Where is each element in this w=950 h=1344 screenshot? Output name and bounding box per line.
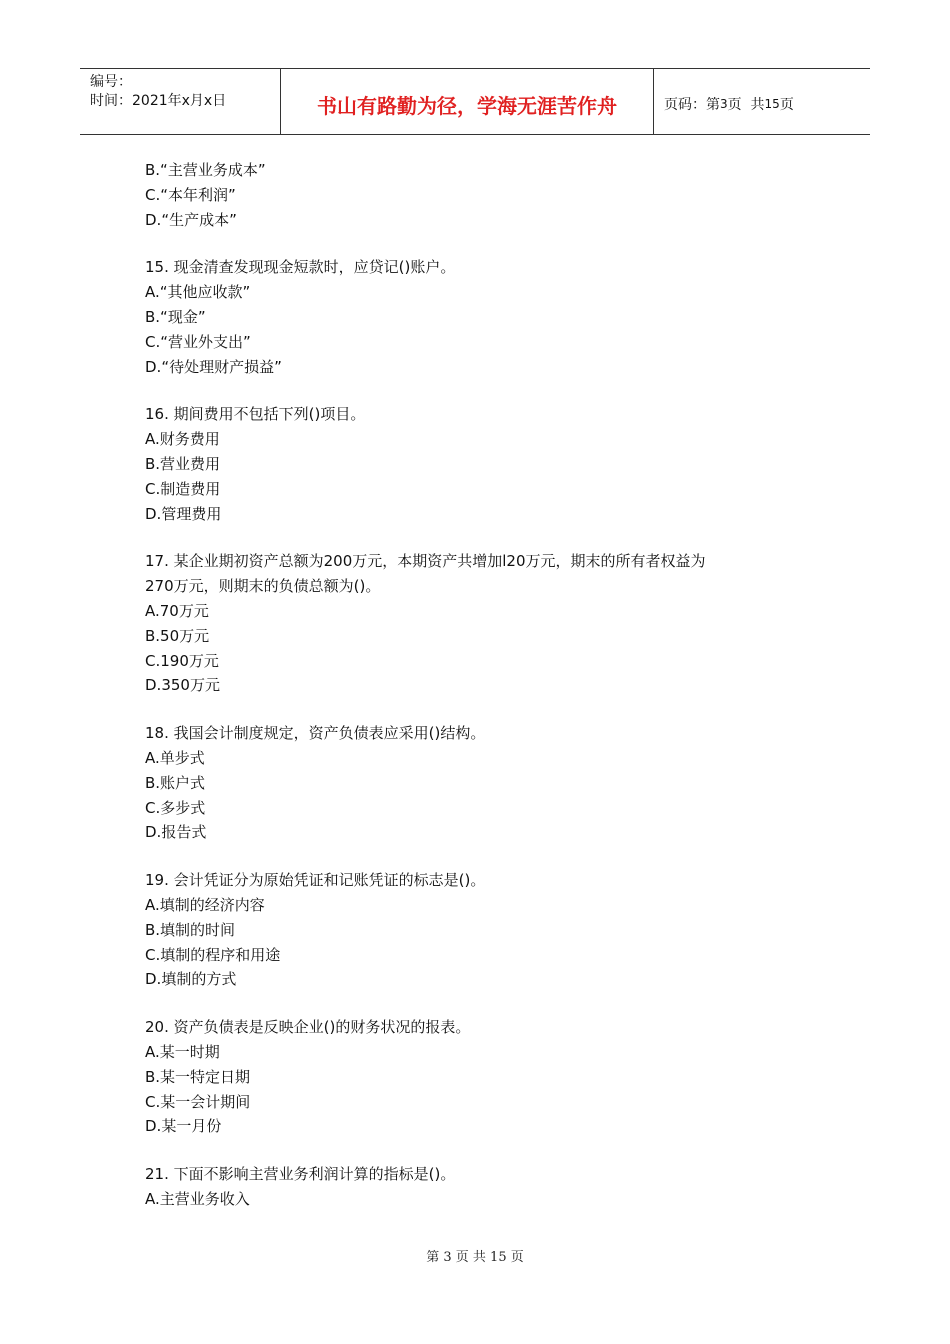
document-time-label: 时间：2021年x月x日 [90,93,227,109]
answer-option: D.“待处理财产损益” [145,357,282,376]
page-total-number: 15 [764,96,780,111]
question-block [145,868,825,992]
question-text: 17. 某企业期初资产总额为200万元，本期资产共增加l20万元，期末的所有者权益为 [145,552,706,571]
answer-option: A.填制的经济内容 [145,895,265,914]
document-number-label: 编号： [90,74,132,90]
page-header [80,68,870,135]
answer-option: C.190万元 [145,651,219,670]
question-text: 18. 我国会计制度规定，资产负债表应采用()结构。 [145,724,486,743]
answer-option: C.某一会计期间 [145,1092,251,1111]
answer-option: D.填制的方式 [145,970,237,989]
answer-option: A.70万元 [145,601,209,620]
question-text: 16. 期间费用不包括下列()项目。 [145,405,366,424]
answer-option: D.管理费用 [145,504,222,523]
answer-option: A.某一时期 [145,1042,220,1061]
question-text: 270万元，则期末的负债总额为()。 [145,577,381,596]
answer-option: D.350万元 [145,676,220,695]
answer-option: D.“生产成本” [145,210,237,229]
page-prefix: 页码：第 [664,96,720,113]
header-page-indicator [654,69,870,134]
answer-option: B.账户式 [145,773,206,792]
page-current-number: 3 [720,96,728,111]
question-text: 15. 现金清查发现现金短款时，应贷记()账户。 [145,258,456,277]
answer-option: B.营业费用 [145,454,221,473]
question-text: 20. 资产负债表是反映企业()的财务状况的报表。 [145,1018,471,1037]
answer-option: A.“其他应收款” [145,283,251,302]
answer-option: D.报告式 [145,823,207,842]
answer-option: B.某一特定日期 [145,1067,251,1086]
answer-option: A.财务费用 [145,430,220,449]
page-footer: 第 3 页 共 15 页 [426,1250,524,1265]
question-text: 19. 会计凭证分为原始凭证和记账凭证的标志是()。 [145,871,486,890]
answer-option: C.制造费用 [145,479,221,498]
answer-option: A.单步式 [145,748,205,767]
question-block [145,1015,825,1139]
answer-option: C.“本年利润” [145,185,236,204]
answer-option: C.填制的程序和用途 [145,945,281,964]
answer-option: C.“营业外支出” [145,332,251,351]
page-suffix: 页 [779,96,794,113]
question-text: 21. 下面不影响主营业务利润计算的指标是()。 [145,1165,456,1184]
question-block [145,255,825,379]
question-block [145,158,825,232]
answer-option: B.“主营业务成本” [145,161,266,179]
question-block [145,1162,825,1212]
question-block [145,721,825,845]
answer-option: A.主营业务收入 [145,1189,250,1208]
question-block [145,402,825,526]
answer-option: B.50万元 [145,626,210,645]
answer-option: B.填制的时间 [145,920,236,939]
header-meta [80,69,281,134]
question-block [145,549,825,698]
page-mid-text: 页 共 [727,96,765,113]
answer-option: B.“现金” [145,307,206,326]
question-list [145,158,825,1212]
answer-option: C.多步式 [145,798,206,817]
answer-option: D.某一月份 [145,1117,222,1136]
header-motto: 书山有路勤为径，学海无涯苦作舟 [281,69,654,134]
